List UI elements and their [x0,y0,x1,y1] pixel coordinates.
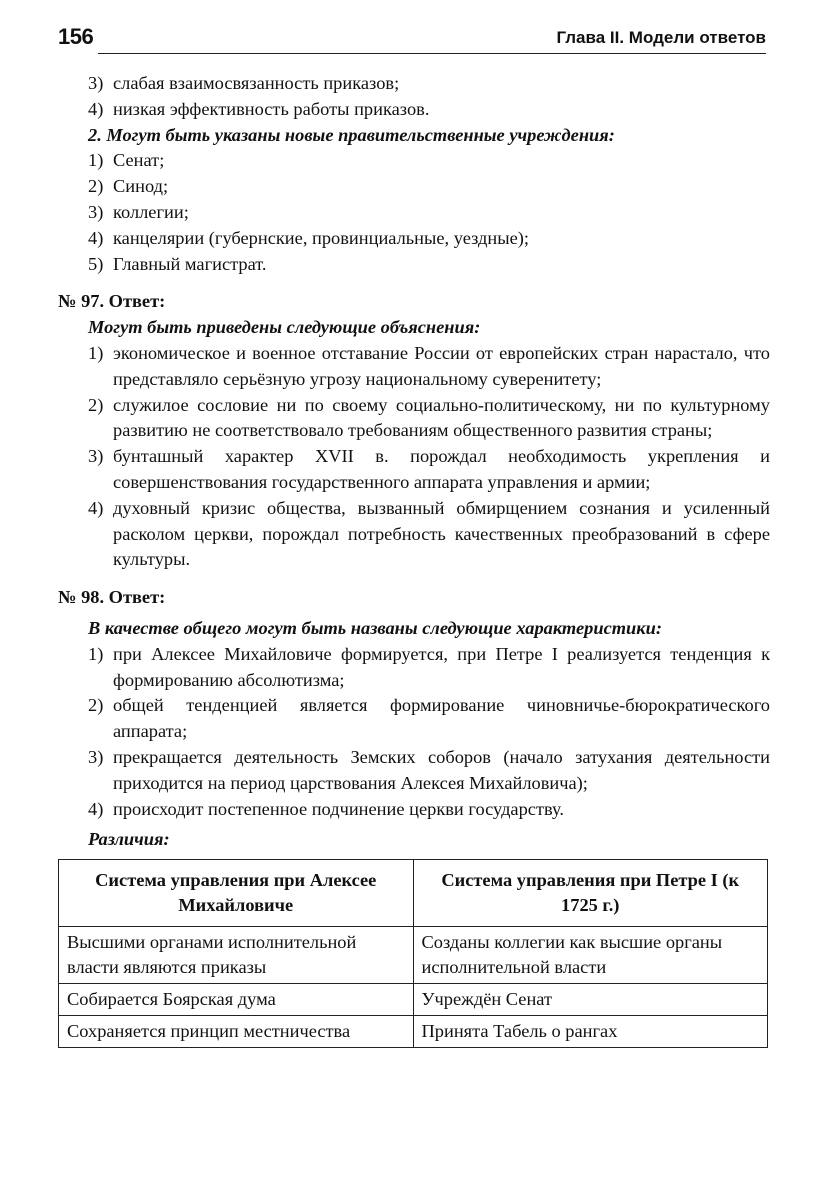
table-header-cell: Система управления при Петре I (к 1725 г.) [413,860,768,927]
page-content [58,71,770,1048]
differences-table [58,859,768,1048]
list-item: 2) служилое сословие ни по своему социально-политическому, ни по культурному развитию не соответствовало требованиям общественного развития страны; [88,394,770,441]
q2-heading: 2. Могут быть указаны новые правительственные учреждения: [88,124,615,145]
table-cell: Высшими органами исполнительной власти являются приказы [59,927,414,984]
answer-97-list [58,341,770,573]
table-header-cell: Система управления при Алексее Михайловиче [59,860,414,927]
list-item: 2) общей тенденцией является формирование чиновничье-бюрократического аппарата; [88,695,770,742]
list-item: 1) при Алексее Михайловиче формируется, при Петре I реализуется тенденция к формированию абсолютизма; [88,643,770,690]
list-item: 3) коллегии; [88,201,189,222]
answer-97-title: № 97. Ответ: [58,291,166,312]
list-item: 3) слабая взаимосвязанность приказов; [88,73,400,93]
chapter-title: Глава II. Модели ответов [556,28,766,47]
table-cell: Принята Табель о рангах [413,1016,768,1048]
answer-98-list [58,642,770,823]
list-item: 3) прекращается деятельность Земских соборов (начало затухания деятельности приходится на период царствования Алексея Михайловича); [88,746,770,793]
header-rule [98,53,766,54]
answer-98-subheading: В качестве общего могут быть названы следующие характеристики: [88,617,662,638]
table-cell: Созданы коллегии как высшие органы исполнительной власти [413,927,768,984]
table-cell: Собирается Боярская дума [59,984,414,1016]
list-item: 4) низкая эффективность работы приказов. [88,98,430,119]
list-item: 4) канцелярии (губернские, провинциальные, уездные); [88,227,529,248]
top-list [58,71,770,123]
table-cell: Сохраняется принцип местничества [59,1016,414,1048]
answer-97-subheading: Могут быть приведены следующие объяснения: [88,317,481,338]
list-item: 3) бунташный характер XVII в. порождал необходимость укрепления и совершенствования государственного аппарата управления и армии; [88,446,770,492]
list-item: 5) Главный магистрат. [88,253,267,274]
table-cell: Учреждён Сенат [413,984,768,1016]
q2-list [58,148,770,277]
table-row [59,984,768,1016]
page-number: 156 [58,24,94,49]
list-item: 4) духовный кризис общества, вызванный обмирщением сознания и усиленный расколом церкви, порождал потребность качественных преобразований в сфере культуры. [88,497,770,570]
list-item: 2) Синод; [88,176,169,197]
list-item: 1) экономическое и военное отставание России от европейских стран нарастало, что представляло серьёзную угрозу национальному суверенитету; [88,342,770,389]
page-header [58,24,766,54]
differences-label: Различия: [88,829,170,850]
answer-98-title: № 98. Ответ: [58,587,166,608]
list-item: 4) происходит постепенное подчинение церкви государству. [88,798,564,819]
table-row [59,1016,768,1048]
list-item: 1) Сенат; [88,150,165,171]
table-row [59,927,768,984]
table-header-row [59,860,768,927]
